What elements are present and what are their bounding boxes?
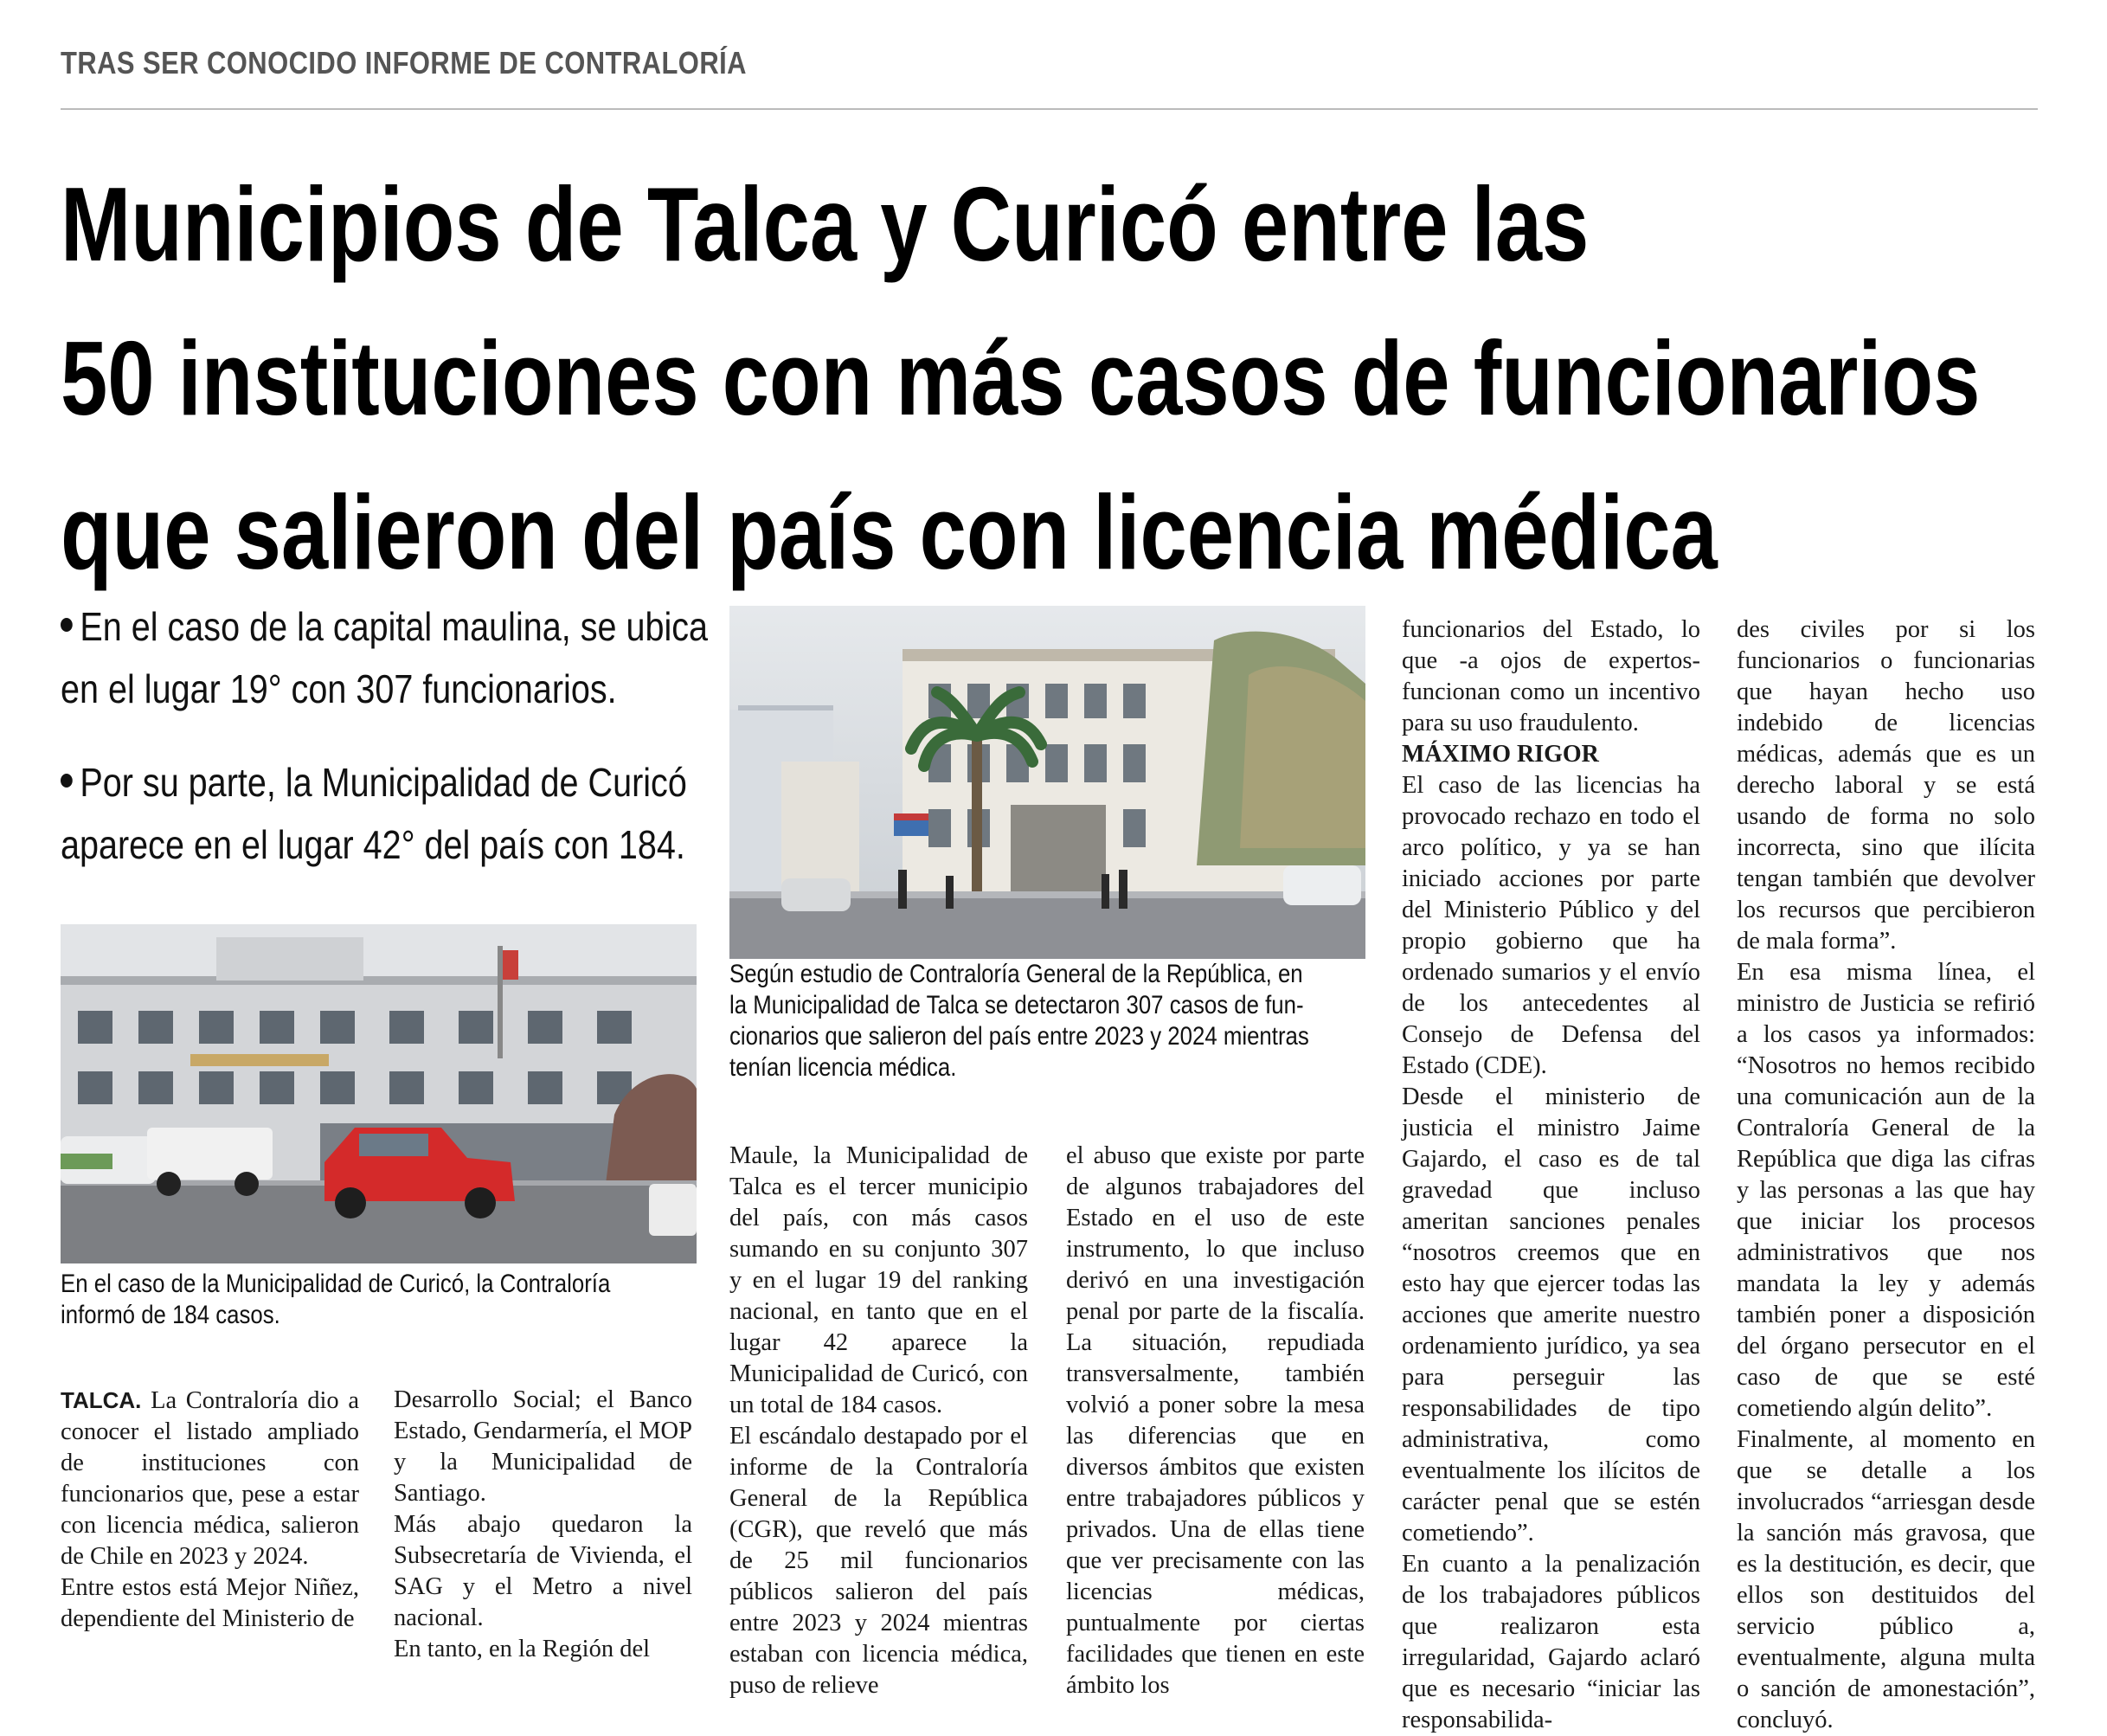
- bullet-text: Por su parte, la Municipalidad de Curicó: [80, 760, 687, 805]
- paragraph: des civiles por si los funcionarios o funcionarias que hayan hecho uso indebido de licencias médicas, además que es un derecho laboral y se está usando de forma no solo incorrecta, sino que ilícita tengan también que devolver los recursos que percibieron de mala forma”.: [1737, 616, 2035, 955]
- body-column-3: [729, 1141, 1028, 1701]
- section-subhead: MÁXIMO RIGOR: [1402, 741, 1599, 768]
- summary-bullet: [61, 595, 708, 720]
- talca-building-photo: [729, 606, 1365, 959]
- bullet-icon: [61, 618, 73, 632]
- caption-line: tenían licencia médica.: [729, 1053, 957, 1082]
- paragraph: Más abajo quedaron la Subsecretaría de Vivienda, el SAG y el Metro a nivel nacional.: [394, 1511, 692, 1631]
- paragraph: En cuanto a la penalización de los trabajadores públicos que realizaron esta irregularidad, Gajardo aclaró que es necesario “iniciar las responsabilida-: [1402, 1551, 1700, 1733]
- caption-line: la Municipalidad de Talca se detectaron 307 casos de fun-: [729, 991, 1304, 1019]
- paragraph: El escándalo destapado por el informe de la Contraloría General de la República (CGR), que reveló que más de 25 mil funcionarios públicos salieron del país entre 2023 y 2024 mientras estaban con licencia médica, puso de relieve: [729, 1423, 1028, 1699]
- curico-photo-caption: [61, 1269, 610, 1331]
- caption-line: cionarios que salieron del país entre 2023 y 2024 mientras: [729, 1022, 1309, 1051]
- paragraph: el abuso que existe por parte de algunos trabajadores del Estado en el uso de este instrumento, lo que incluso derivó en una investigación penal por parte de la fiscalía. La situación, repudiada transversalmente, también volvió a poner sobre la mesa las diferencias que en diversos ámbitos que existen entre trabajadores públicos y privados. Una de ellas tiene que ver precisamente con las licencias médicas, puntualmente por ciertas facilidades que tienen en este ámbito los: [1066, 1142, 1365, 1699]
- caption-line: En el caso de la Municipalidad de Curicó, la Contraloría: [61, 1270, 611, 1298]
- bullet-text: aparece en el lugar 42° del país con 184.: [61, 822, 685, 867]
- curico-building-photo: [61, 924, 697, 1263]
- paragraph: funcionarios del Estado, lo que -a ojos de expertos- funcionan como un incentivo para su uso fraudulento.: [1402, 616, 1700, 736]
- headline-line: Municipios de Talca y Curicó entre las: [61, 165, 1590, 283]
- body-column-6: [1737, 614, 2035, 1736]
- caption-line: Según estudio de Contraloría General de la República, en: [729, 960, 1303, 988]
- talca-photo-caption: [729, 959, 1309, 1083]
- summary-bullet: [61, 751, 687, 876]
- headline: [61, 147, 1981, 609]
- paragraph: Maule, la Municipalidad de Talca es el tercer municipio del país, con más casos sumando en su conjunto 307 y en el lugar 19 del ranking nacional, en tanto que en el lugar 42 aparece la Municipalidad de Curicó, con un total de 184 casos.: [729, 1142, 1028, 1418]
- dateline: TALCA.: [61, 1387, 142, 1413]
- bullet-text: en el lugar 19° con 307 funcionarios.: [61, 666, 617, 711]
- paragraph: En esa misma línea, el ministro de Justicia se refirió a los casos ya informados: “Nosotros no hemos recibido una comunicación aun de la Contraloría General de la República que diga las cifras y las personas a las que hay que iniciar los procesos administrativos que nos mandata la ley y además también poner a disposición del órgano persecutor en el caso de que se esté cometiendo algún delito”.: [1737, 959, 2035, 1422]
- body-column-4: [1066, 1141, 1365, 1701]
- caption-line: informó de 184 casos.: [61, 1301, 280, 1329]
- divider: [61, 108, 2038, 110]
- paragraph: Desarrollo Social; el Banco Estado, Gendarmería, el MOP y la Municipalidad de Santiago.: [394, 1386, 692, 1507]
- headline-line: 50 instituciones con más casos de funcionarios: [61, 319, 1981, 437]
- paragraph: En tanto, en la Región del: [394, 1636, 651, 1662]
- headline-line: que salieron del país con licencia médica: [61, 473, 1718, 591]
- paragraph: Desde el ministerio de justicia el ministro Jaime Gajardo, el caso es de tal gravedad que incluso ameritan sanciones penales “nosotros creemos que en esto hay que ejercer todas las acciones que amerite nuestro ordenamiento jurídico, ya sea para perseguir las responsabilidades de tipo administrativa, como eventualmente los ilícitos de carácter penal que se estén cometiendo”.: [1402, 1083, 1700, 1546]
- paragraph: Finalmente, al momento en que se detalle a los involucrados “arriesgan desde la sanción más gravosa, que es la destitución, es decir, que ellos son destituidos del servicio público a, eventualmente, alguna multa o sanción de amonestación”, concluyó.: [1737, 1426, 2035, 1733]
- bullet-icon: [61, 774, 73, 788]
- paragraph: La Contraloría dio a conocer el listado ampliado de instituciones con funcionarios que, pese a estar con licencia médica, salieron de Chile en 2023 y 2024.: [61, 1387, 359, 1570]
- body-column-1: [61, 1385, 359, 1635]
- paragraph: Entre estos está Mejor Niñez, dependiente del Ministerio de: [61, 1574, 359, 1632]
- bullet-text: En el caso de la capital maulina, se ubica: [80, 604, 709, 649]
- kicker: TRAS SER CONOCIDO INFORME DE CONTRALORÍA: [61, 45, 747, 80]
- body-column-2: [394, 1385, 692, 1665]
- paragraph: El caso de las licencias ha provocado rechazo en todo el arco político, y ya se han iniciado acciones por parte del Ministerio Público y del propio gobierno que ha ordenado sumarios y el envío de los antecedentes al Consejo de Defensa del Estado (CDE).: [1402, 772, 1700, 1079]
- body-column-5: [1402, 614, 1700, 1736]
